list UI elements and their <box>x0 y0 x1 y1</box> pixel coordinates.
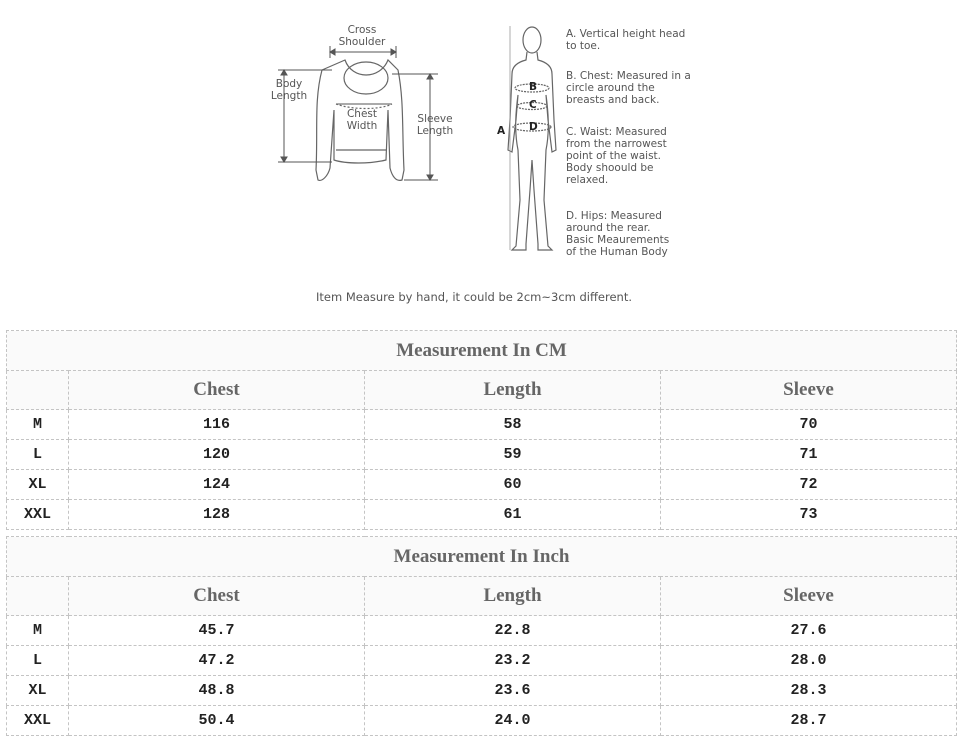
marker-d: D <box>529 121 538 133</box>
length-cell: 23.6 <box>365 676 661 706</box>
length-cell: 58 <box>365 410 661 440</box>
instruction-d: D. Hips: Measured around the rear. Basic Meaurements of the Human Body <box>566 210 670 258</box>
sleeve-cell: 28.7 <box>661 706 957 736</box>
cross-shoulder-label: Cross Shoulder <box>338 24 386 48</box>
instruction-b: B. Chest: Measured in a circle around the breasts and back. <box>566 70 691 106</box>
instruction-a: A. Vertical height head to toe. <box>566 28 686 52</box>
chest-cell: 128 <box>69 500 365 530</box>
length-cell: 61 <box>365 500 661 530</box>
size-header-blank <box>7 371 69 410</box>
column-header-length: Length <box>365 577 661 616</box>
length-cell: 23.2 <box>365 646 661 676</box>
size-cell: XL <box>7 470 69 500</box>
chest-cell: 50.4 <box>69 706 365 736</box>
sleeve-cell: 28.0 <box>661 646 957 676</box>
marker-b: B <box>529 81 538 93</box>
table-row <box>7 676 957 706</box>
chest-cell: 116 <box>69 410 365 440</box>
table-row <box>7 470 957 500</box>
size-header-blank <box>7 577 69 616</box>
sleeve-cell: 71 <box>661 440 957 470</box>
chest-cell: 48.8 <box>69 676 365 706</box>
measure-note: Item Measure by hand, it could be 2cm~3cm different. <box>315 290 633 304</box>
length-cell: 22.8 <box>365 616 661 646</box>
size-cell: XXL <box>7 500 69 530</box>
instruction-c: C. Waist: Measured from the narrowest point of the waist. Body shoould be relaxed. <box>566 126 667 186</box>
length-cell: 60 <box>365 470 661 500</box>
chest-cell: 120 <box>69 440 365 470</box>
size-cell: M <box>7 616 69 646</box>
sleeve-cell: 27.6 <box>661 616 957 646</box>
length-cell: 59 <box>365 440 661 470</box>
measurement-diagram <box>0 0 962 325</box>
column-header-sleeve: Sleeve <box>661 577 957 616</box>
sleeve-length-label: Sleeve Length <box>416 113 454 137</box>
size-cell: M <box>7 410 69 440</box>
chest-cell: 124 <box>69 470 365 500</box>
sleeve-cell: 70 <box>661 410 957 440</box>
size-cell: L <box>7 646 69 676</box>
size-cell: XL <box>7 676 69 706</box>
table-row <box>7 646 957 676</box>
table-row <box>7 440 957 470</box>
sleeve-cell: 73 <box>661 500 957 530</box>
chest-cell: 45.7 <box>69 616 365 646</box>
marker-a: A <box>497 125 506 137</box>
human-figure-illustration <box>508 26 556 250</box>
table-caption: Measurement In CM <box>7 331 957 371</box>
table-row <box>7 616 957 646</box>
diagram-illustrations <box>0 0 962 325</box>
sleeve-cell: 28.3 <box>661 676 957 706</box>
chest-cell: 47.2 <box>69 646 365 676</box>
size-cell: XXL <box>7 706 69 736</box>
size-cell: L <box>7 440 69 470</box>
table-row <box>7 500 957 530</box>
column-header-length: Length <box>365 371 661 410</box>
sleeve-cell: 72 <box>661 470 957 500</box>
inch-measurement-table <box>6 536 957 736</box>
length-cell: 24.0 <box>365 706 661 736</box>
column-header-chest: Chest <box>69 371 365 410</box>
table-row <box>7 706 957 736</box>
body-length-label: Body Length <box>270 78 308 102</box>
table-row <box>7 410 957 440</box>
column-header-sleeve: Sleeve <box>661 371 957 410</box>
chest-width-label: Chest Width <box>346 108 378 132</box>
table-caption: Measurement In Inch <box>7 537 957 577</box>
column-header-chest: Chest <box>69 577 365 616</box>
marker-c: C <box>529 99 537 111</box>
cm-measurement-table <box>6 330 957 530</box>
